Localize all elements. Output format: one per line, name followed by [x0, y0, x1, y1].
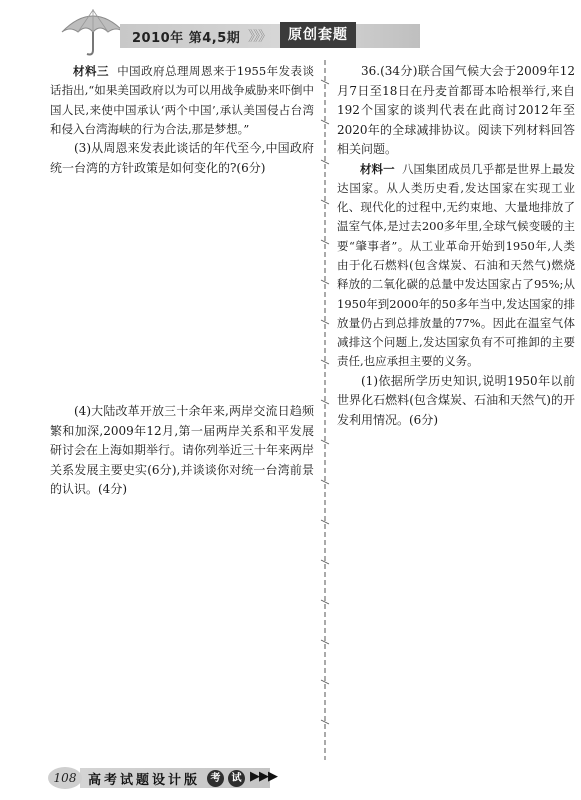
header-chevrons: 》》》 — [248, 29, 270, 45]
column-divider — [318, 60, 332, 760]
question-3: (3)从周恩来发表此谈话的年代至今,中国政府统一台湾的方针政策是如何变化的?(6分) — [50, 141, 314, 175]
material3-text: 中国政府总理周恩来于1955年发表谈话指出,“如果美国政府以为可以用战争威胁来吓倒中国人民,来使中国承认‘两个中国’,承认美国侵占台湾和侵入台湾海峡的行为合法,那是梦想。” — [50, 64, 315, 136]
page-header — [0, 0, 581, 60]
footer-arrows-icon: ▶▶▶ — [250, 769, 277, 784]
section-badge: 原创套题 — [280, 22, 356, 48]
umbrella-icon — [58, 6, 128, 58]
footer-title: 高考试题设计版 — [88, 773, 201, 788]
material1-paragraph — [337, 160, 575, 372]
footer-tag-kao: 考 — [207, 770, 224, 787]
left-column — [50, 62, 314, 500]
question-1: (1)依据所学历史知识,说明1950年以前世界化石燃料(包含煤炭、石油和天然气)的开发利用情况。(6分) — [337, 373, 575, 427]
page-footer — [0, 760, 581, 800]
question-4: (4)大陆改革开放三十余年来,两岸交流日趋频繁和加深,2009年12月,第一届两岸关系和平发展研讨会在上海如期举行。请你列举近三十年来两岸关系发展主要史实(6分),并谈谈你对统一台湾前景的认识。(4分) — [50, 404, 315, 497]
material1-label: 材料一 — [360, 161, 395, 176]
footer-tag-shi: 试 — [228, 770, 245, 787]
material3-label: 材料三 — [73, 64, 109, 78]
right-column — [337, 62, 575, 430]
issue-label: 2010年 第4,5期 — [132, 31, 241, 46]
question-36-intro: 36.(34分)联合国气候大会于2009年12月7日至18日在丹麦首都哥本哈根举行,来自192个国家的谈判代表在此商讨2012年至2020年的全球减排协议。阅读下列材料回答相关问题。 — [337, 64, 575, 156]
material1-text: 八国集团成员几乎都是世界上最发达国家。从人类历史看,发达国家在实现工业化、现代化的过程中,无约束地、大量地排放了温室气体,是过去200多年里,全球气候变暖的主要“肇事者”。从工业革命开始到1950年,人类由于化石燃料(包含煤炭、石油和天然气)燃烧释放的二氧化碳的总量中发达国家占了95%;从1950年到2000年的50多年当中,发达国家的排放量仍占到总排放量的77%。因此在温室气体减排这个问题上,发达国家负有不可推卸的主要责任,也应承担主要的义务。 — [337, 161, 576, 369]
material3-paragraph — [50, 62, 314, 139]
page-number: 108 — [48, 767, 82, 789]
